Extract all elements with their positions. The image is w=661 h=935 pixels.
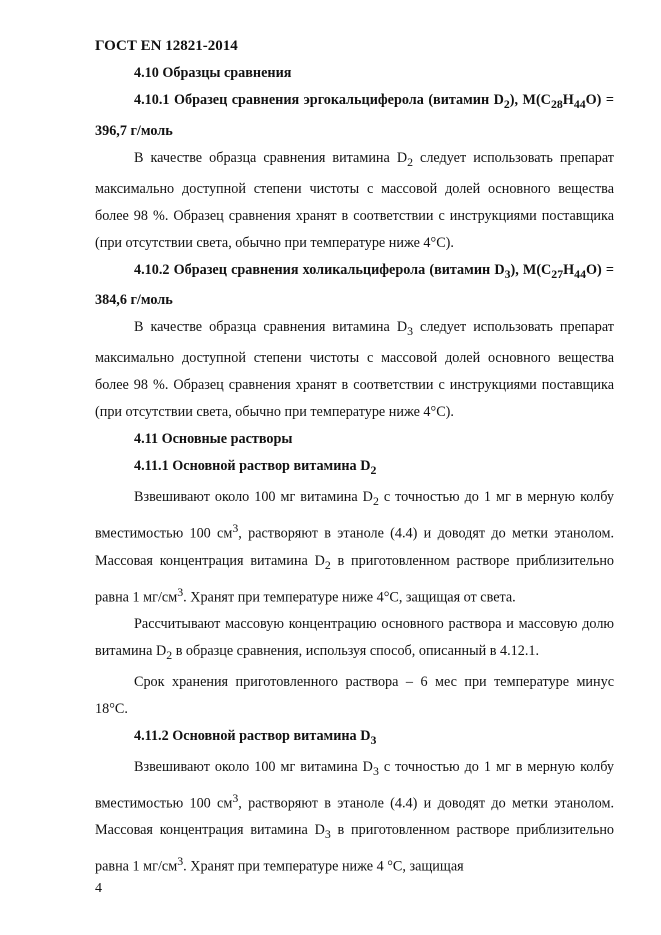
page-number: 4 [95, 881, 102, 896]
section-4-10-title: 4.10 Образцы сравнения [134, 65, 292, 81]
section-4-11-title: 4.11 Основные растворы [134, 431, 293, 448]
section-4-10-1-heading: 4.10.1 Образец сравнения эргокальциферола (витамин $D_2$), $M(C_{28}H_{44}O) = 396,7$ г/моль [95, 92, 614, 139]
section-4-11-1-heading: 4.11.1 Основной раствор витамина $D_2$ [134, 458, 377, 478]
document-body [95, 60, 614, 881]
section-4-11-2-paragraph-1: Взвешивают около 100 мг витамина $D_3$ с точностью до 1 мг в мерную колбу вместимостью 100 $см^3$, растворяют в этаноле (4.4) и доводят до метки этанолом. Массовая концентрация витамина $D_3$ в приготовленном растворе приблизительно равна 1 $мг/см^3$. Хранят при температуре ниже 4 °C, защищая [95, 758, 614, 876]
section-4-10-1-paragraph: В качестве образца сравнения витамина $D_2$ следует использовать препарат максимально доступной степени чистоты с массовой долей основного вещества более 98 %. Образец сравнения хранят в соответствии с инструкциями поставщика (при отсутствии света, обычно при температуре ниже 4°C). [95, 149, 614, 251]
section-4-11-1-paragraph-2: Рассчитывают массовую концентрацию основного раствора и массовую долю витамина $D_2$ в образце сравнения, используя способ, описанный в 4.12.1. [95, 616, 614, 663]
section-4-11-2-heading: 4.11.2 Основной раствор витамина $D_3$ [134, 728, 377, 747]
section-4-11-1-paragraph-1: Взвешивают около 100 мг витамина $D_2$ с точностью до 1 мг в мерную колбу вместимостью 100 $см^3$, растворяют в этаноле (4.4) и доводят до метки этанолом. Массовая концентрация витамина $D_2$ в приготовленном растворе приблизительно равна 1 $мг/см^3$. Хранят при температуре ниже 4°C, защищая от света. [95, 489, 614, 606]
section-4-10-2-heading: 4.10.2 Образец сравнения холикальциферола (витамин $D_3$), $M(C_{27}H_{44}O) = 384,6$ г/моль [95, 261, 614, 309]
section-4-11-1-paragraph-3: Срок хранения приготовленного раствора – 6 мес при температуре минус 18°C. [95, 674, 614, 718]
document-header: ГОСТ EN 12821-2014 [95, 38, 238, 54]
section-4-10-2-paragraph: В качестве образца сравнения витамина $D_3$ следует использовать препарат максимально доступной степени чистоты с массовой долей основного вещества более 98 %. Образец сравнения хранят в соответствии с инструкциями поставщика (при отсутствии света, обычно при температуре ниже 4°C). [95, 319, 614, 421]
